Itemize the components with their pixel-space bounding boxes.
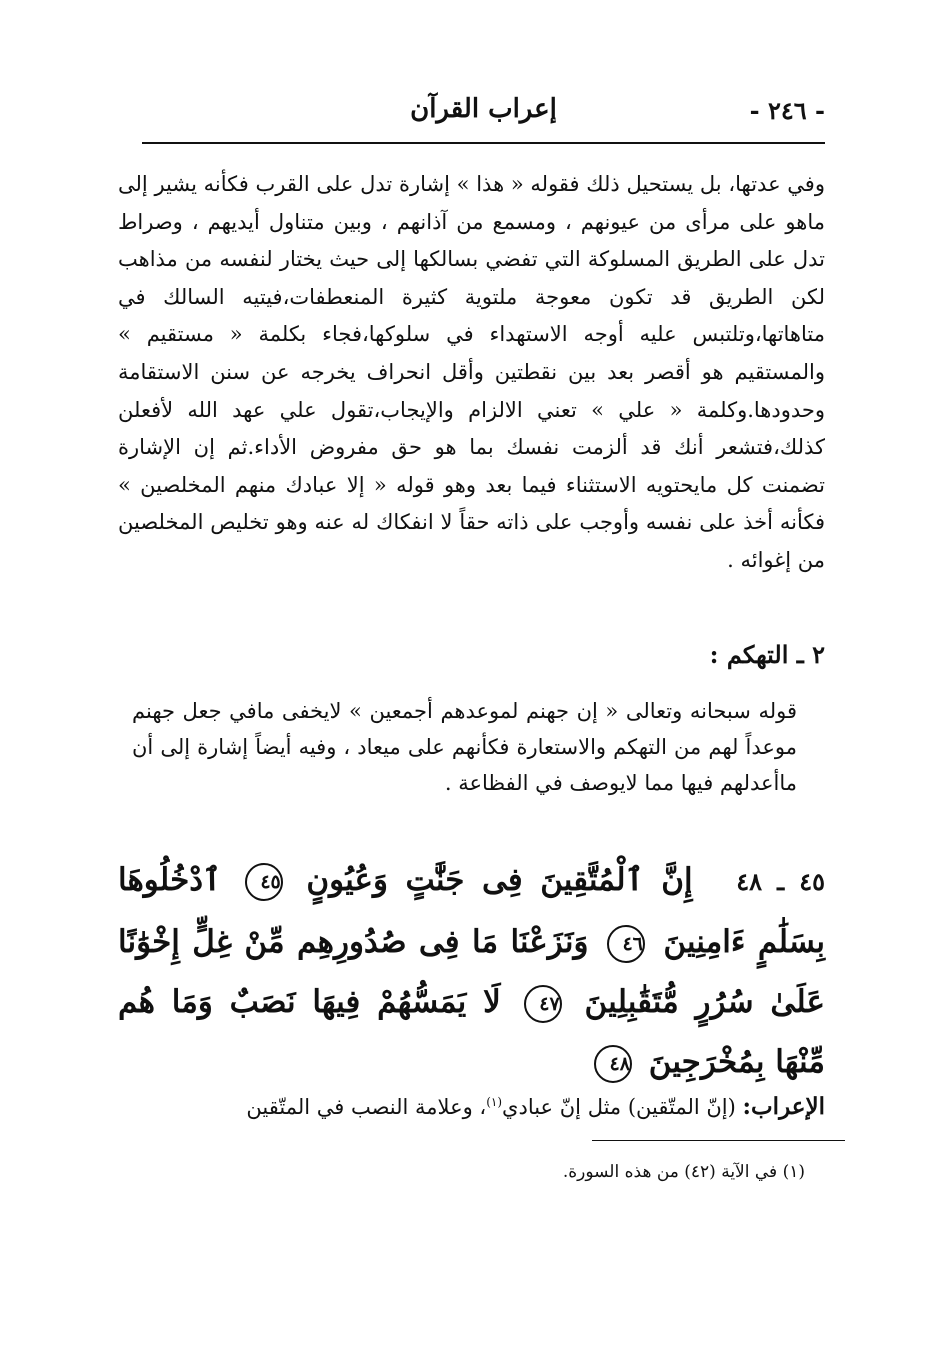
footnote-reference: (١) [486,1095,503,1109]
ayah-text: ٱدْخُلُوهَا بِسَلَٰمٍ ءَامِنِينَ [118,862,826,960]
ayah-number-marker: ٤٨ [594,1045,632,1083]
footnote: (١) في الآية (٤٢) من هذه السورة. [562,1162,805,1182]
ayah-number-marker: ٤٥ [245,863,283,901]
page-number: - ٢٤٦ - [749,96,825,125]
body-paragraph-1: وفي عدتها، بل يستحيل ذلك فقوله « هذا » إشارة تدل على القرب فكأنه يشير إلى ماهو على مرأى من عيونهم ، ومسمع من آذانهم ، وبين متناول أيديهم ، وصراط تدل على الطريق المسلوكة التي تفضي بسالكها إلى حيث يختار لنفسه من مذاهب لكن الطريق قد تكون معوجة ملتوية كثيرة المنعطفات،فيتيه السالك في متاهاتها،وتلتبس عليه أوجه الاستهداء في سلوكها،فجاء بكلمة « مستقيم » والمستقيم هو أقصر بعد بين نقطتين وأقل انحراف يخرجه عن سنن الاستقامة وحدودها.وكلمة « علي » تعني الالزام والإيجاب،تقول علي عهد الله لأفعلن كذلك،فتشعر أنك قد ألزمت نفسك بما هو حق مفروض الأداء.ثم إن الإشارة تضمنت كل مايحتويه الاستثناء فيما بعد وهو قوله « إلا عبادك منهم المخلصين » فكأنه أخذ على نفسه وأوجب على ذاته حقاً لا انفكاك له عنه وهو تخليص المخلصين من إغوائه . [118,172,825,572]
section-heading-tahakkum: ٢ ـ التهكم : [709,640,825,669]
ayah-number-marker: ٤٧ [524,985,562,1023]
irab-paragraph [118,1082,825,1127]
ayah-text: لَا يَمَسُّهُمْ فِيهَا نَصَبٌ وَمَا هُم مِّنْهَا بِمُخْرَجِينَ [118,984,825,1080]
verse-range: ٤٥ ـ ٤٨ [736,867,826,896]
page-header [142,92,825,144]
ayah-text: إِنَّ ٱلْمُتَّقِينَ فِى جَنَّٰتٍ وَعُيُونٍ [306,862,693,898]
irab-text-continued: ، وعلامة النصب في المتّقين [246,1095,487,1119]
footnote-divider [592,1140,845,1141]
book-title: إعراب القرآن [410,94,557,124]
ayah-text: وَنَزَعْنَا مَا فِى صُدُورِهِم مِّنْ غِلٍّ إِخْوَٰنًا عَلَىٰ سُرُرٍ مُّتَقَٰبِلِينَ [118,924,826,1020]
irab-label: الإعراب: [742,1093,825,1120]
irab-text: (إنّ المتّقين) مثل إنّ عبادي [502,1095,736,1119]
body-paragraph-2: قوله سبحانه وتعالى « إن جهنم لموعدهم أجمعين » لايخفى مافي جعل جهنم موعداً لهم من التهكم والاستعارة فكأنهم على ميعاد ، وفيه أيضاً إشارة إلى أن ماأعدلهم فيها مما لايوصف في الفظاعة . [132,699,797,795]
ayah-number-marker: ٤٦ [607,925,645,963]
quran-verses [118,850,825,1092]
